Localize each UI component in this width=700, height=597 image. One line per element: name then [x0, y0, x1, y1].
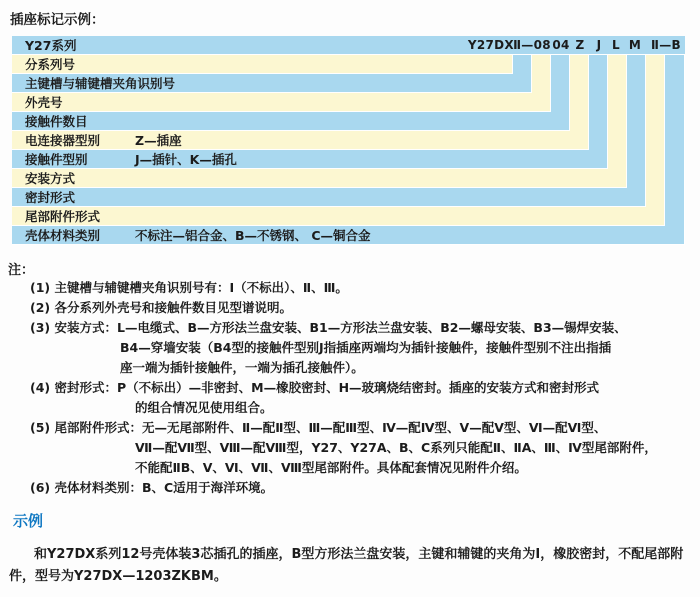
note-line: 不能配ⅡB、Ⅴ、Ⅵ、Ⅶ、Ⅷ型尾部附件。具体配套情况见附件介绍。 — [135, 460, 527, 475]
diagram-row-label: 主键槽与辅键槽夹角识别号 — [25, 76, 176, 91]
note-line: 的组合情况见使用组合。 — [135, 400, 273, 415]
staircase-step — [12, 55, 513, 74]
diagram-row-label: 接触件数目 — [25, 114, 88, 129]
note-line: (6) 壳体材料类别：B、C适用于海洋环境。 — [30, 480, 274, 495]
diagram-row-label: 接触件型别 — [25, 152, 88, 167]
note-line: (5) 尾部附件形式：无—无尾部附件、Ⅱ—配Ⅱ型、Ⅲ—配Ⅲ型、Ⅳ—配Ⅳ型、Ⅴ—配Ⅴ型、Ⅵ—配Ⅵ型、 — [30, 420, 607, 435]
note-line: (2) 各分系列外壳号和接触件数目见型谱说明。 — [30, 300, 292, 315]
note-line: (3) 安装方式：L—电缆式、B—方形法兰盘安装、B1—方形法兰盘安装、B2—螺母安装、B3—锡焊安装、 — [30, 320, 627, 335]
model-code-segment: Z — [575, 38, 585, 52]
diagram-row-value: J—插针、K—插孔 — [135, 152, 237, 167]
model-code-segment: M — [628, 38, 642, 52]
example-heading: 示例 — [13, 512, 44, 530]
diagram-row-label: 壳体材料类别 — [25, 228, 101, 243]
model-code-segment: Ⅱ—B — [651, 38, 681, 52]
diagram-row-label: 安装方式 — [25, 171, 76, 186]
diagram-row-label: 电连接器型别 — [25, 133, 101, 148]
model-code-segment: Ⅱ—08 — [513, 38, 551, 52]
note-line: Ⅶ—配Ⅶ型、Ⅷ—配Ⅷ型，Y27、Y27A、B、C系列只能配Ⅱ、ⅡA、Ⅲ、Ⅳ型尾部附件， — [135, 440, 657, 455]
model-code-segment: J — [596, 38, 602, 52]
example-paragraph-line: 和Y27DX系列12号壳体装3芯插孔的插座，B型方形法兰盘安装，主键和辅键的夹角为Ⅰ，橡胶密封，不配尾部附 — [34, 547, 684, 562]
diagram-row-value: 不标注—铝合金、B—不锈钢、 C—铜合金 — [135, 228, 371, 243]
page-title: 插座标记示例： — [10, 12, 105, 28]
diagram-row-label: 密封形式 — [25, 190, 76, 205]
model-code-segment: DX — [494, 38, 514, 52]
diagram-row-label: 尾部附件形式 — [25, 209, 101, 224]
notes-heading: 注： — [8, 263, 35, 278]
diagram-row-label: Y27系列 — [25, 38, 77, 53]
note-line: (4) 密封形式：P（不标出）—非密封、M—橡胶密封、H—玻璃烧结密封。插座的安装方式和密封形式 — [30, 380, 600, 395]
model-code-segment: 04 — [552, 38, 570, 52]
note-line: 座一端为插针接触件，一端为插孔接触件）。 — [120, 360, 364, 375]
example-paragraph-line: 件，型号为Y27DX—1203ZKBM。 — [9, 569, 227, 584]
model-code-segment: L — [612, 38, 620, 52]
model-code-segment: Y27 — [467, 38, 495, 52]
diagram-row-value: Z—插座 — [135, 133, 182, 148]
diagram-row-label: 分系列号 — [25, 57, 76, 72]
diagram-row-label: 外壳号 — [25, 95, 63, 110]
note-line: B4—穿墙安装（B4型的接触件型别J指插座两端均为插针接触件，接触件型别不注出指插 — [120, 340, 612, 355]
note-line: (1) 主键槽与辅键槽夹角识别号有：Ⅰ（不标出）、Ⅱ、Ⅲ。 — [30, 280, 348, 295]
